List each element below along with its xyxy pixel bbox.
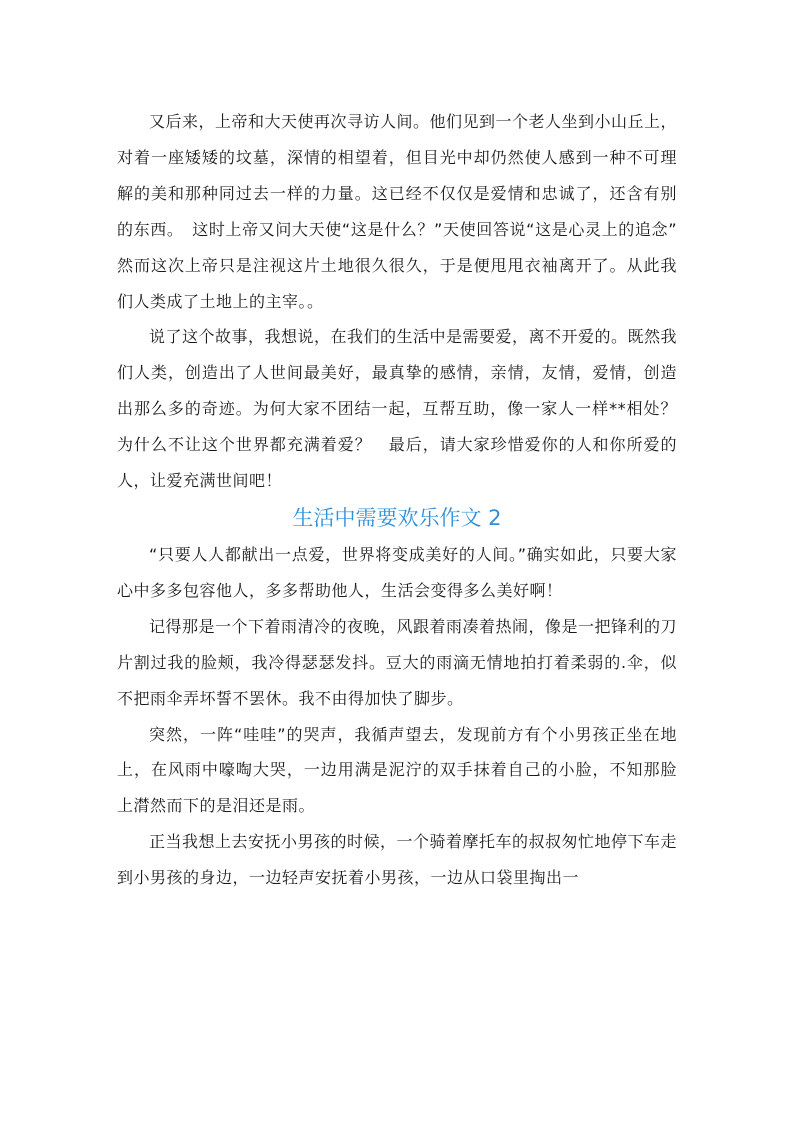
document-body (117, 104, 694, 896)
paragraph-motorcyclist: 正当我想上去安抚小男孩的时候，一个骑着摩托车的叔叔匆忙地停下车走到小男孩的身边，一边轻声安抚着小男孩，一边从口袋里掏出一 (117, 832, 678, 888)
paragraph-angel-story-ending: 又后来，上帝和大天使再次寻访人间。他们见到一个老人坐到小山丘上，对着一座矮矮的坟墓，深情的相望着，但目光中却仍然使人感到一种不可理解的美和那种同过去一样的力量。这已经不仅仅是爱情和忠诚了，还含有别的东西。 这时上帝又问大天使“这是什么？”天使回答说“这是心灵上的追念” 然而这次上帝只是注视这片土地很久很久，于是便甩甩衣袖离开了。从此我们人类成了土地上的主宰。。 (117, 112, 694, 311)
paragraph-story-reflection: 说了这个故事，我想说，在我们的生活中是需要爱，离不开爱的。既然我们人类，创造出了人世间最美好，最真挚的感情，亲情，友情，爱情，创造出那么多的奇迹。为何大家不团结一起，互帮互助，像一家人一样**相处？为什么不让这个世界都充满着爱？ 最后，请大家珍惜爱你的人和你所爱的人，让爱充满世间吧！ (117, 327, 678, 491)
paragraph-rainy-night: 记得那是一个下着雨清冷的夜晚，风跟着雨凑着热闹，像是一把锋利的刀片割过我的脸颊，我冷得瑟瑟发抖。豆大的雨滴无情地拍打着柔弱的.伞，似不把雨伞弄坏誓不罢休。我不由得加快了脚步。 (117, 616, 678, 708)
paragraph-crying-boy: 突然，一阵“哇哇”的哭声，我循声望去，发现前方有个小男孩正坐在地上，在风雨中嚎啕大哭，一边用满是泥泞的双手抹着自己的小脸，不知那脸上潸然而下的是泪还是雨。 (117, 724, 677, 816)
paragraph-essay-intro: “只要人人都献出一点爱，世界将变成美好的人间。”确实如此，只要大家心中多多包容他人，多多帮助他人，生活会变得多么美好啊！ (117, 544, 677, 600)
section-title: 生活中需要欢乐作文 2 (292, 505, 502, 530)
